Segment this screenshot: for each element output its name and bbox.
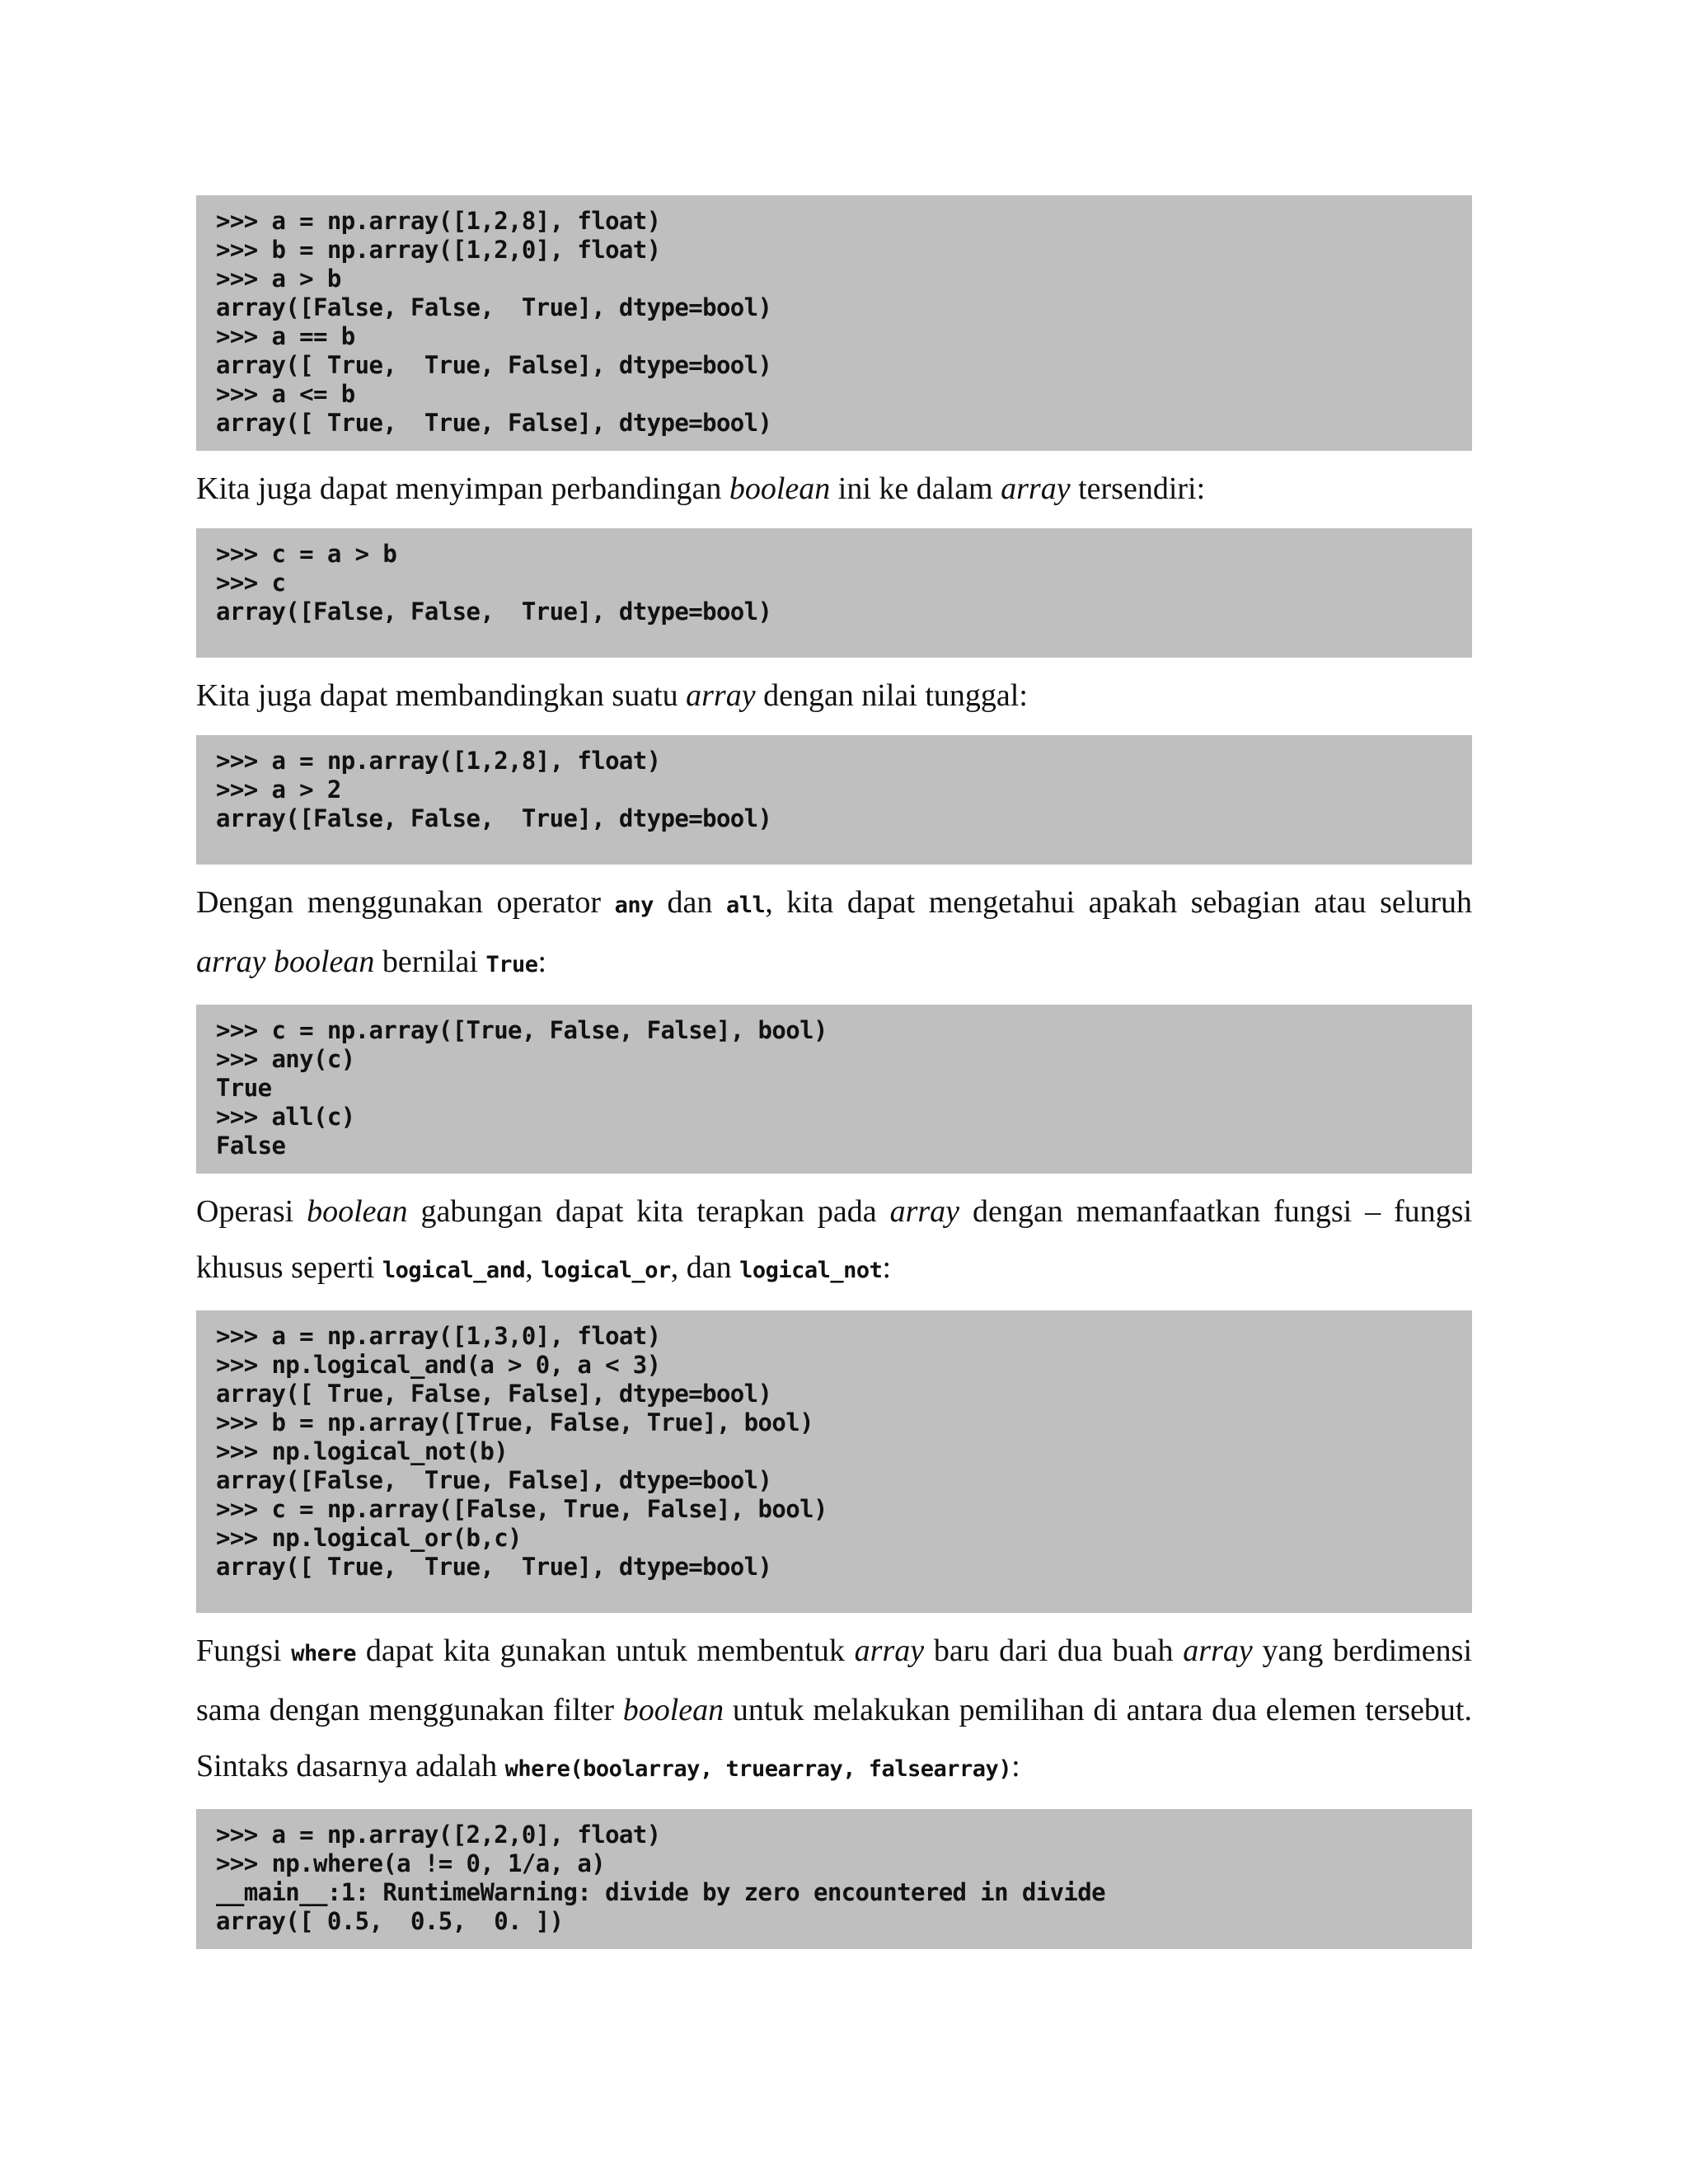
body-paragraph bbox=[196, 874, 1472, 993]
body-paragraph bbox=[196, 1623, 1472, 1797]
paragraph-text: : bbox=[882, 1250, 891, 1285]
italic-term: boolean bbox=[622, 1693, 724, 1727]
paragraph-text: dengan nilai tunggal: bbox=[755, 678, 1028, 713]
paragraph-text: dapat kita gunakan untuk membentuk bbox=[356, 1633, 855, 1668]
code-line: >>> b = np.array([True, False, True], bool) bbox=[216, 1408, 814, 1436]
code-line: >>> all(c) bbox=[216, 1103, 355, 1131]
code-line: >>> b = np.array([1,2,0], float) bbox=[216, 236, 661, 264]
italic-term: array bbox=[686, 678, 756, 713]
italic-term: array bbox=[1001, 471, 1071, 506]
inline-code: any bbox=[614, 893, 654, 918]
code-line: >>> a = np.array([1,2,8], float) bbox=[216, 207, 661, 235]
code-line: >>> c = a > b bbox=[216, 540, 397, 568]
code-line: array([ True, True, False], dtype=bool) bbox=[216, 351, 772, 379]
paragraph-text: yang berdimensi sama dengan menggunakan filter bbox=[196, 1633, 1473, 1727]
code-line: >>> a > b bbox=[216, 265, 341, 293]
italic-term: array bbox=[854, 1633, 925, 1668]
italic-term: array boolean bbox=[196, 944, 375, 979]
paragraph-text: dengan memanfaatkan fungsi – fungsi khusus seperti bbox=[196, 1194, 1472, 1285]
code-block bbox=[196, 195, 1472, 451]
italic-term: boolean bbox=[729, 471, 831, 506]
inline-code: logical_and bbox=[382, 1258, 526, 1283]
code-line: False bbox=[216, 1132, 286, 1160]
code-line: array([ 0.5, 0.5, 0. ]) bbox=[216, 1907, 564, 1935]
code-block bbox=[196, 528, 1472, 658]
italic-term: array bbox=[1183, 1633, 1253, 1668]
code-line: >>> a = np.array([1,3,0], float) bbox=[216, 1322, 661, 1350]
paragraph-text: : bbox=[1011, 1749, 1020, 1783]
code-line: array([False, False, True], dtype=bool) bbox=[216, 598, 772, 626]
italic-term: array bbox=[889, 1194, 960, 1229]
paragraph-text: Dengan menggunakan operator bbox=[196, 885, 615, 920]
body-paragraph bbox=[196, 668, 1472, 724]
italic-term: boolean bbox=[307, 1194, 408, 1229]
code-line: >>> a <= b bbox=[216, 380, 355, 408]
body-paragraph bbox=[196, 461, 1472, 517]
inline-code: where(boolarray, truearray, falsearray) bbox=[504, 1756, 1012, 1782]
paragraph-text: Operasi bbox=[196, 1194, 307, 1229]
code-block bbox=[196, 1005, 1472, 1174]
code-line: >>> a == b bbox=[216, 322, 355, 350]
paragraph-text: untuk melakukan pemilihan di antara dua elemen tersebut. Sintaks dasarnya adalah bbox=[196, 1693, 1472, 1783]
code-line: >>> np.logical_not(b) bbox=[216, 1437, 509, 1465]
inline-code: all bbox=[725, 893, 766, 918]
paragraph-text: dan bbox=[653, 885, 726, 920]
code-line: array([False, False, True], dtype=bool) bbox=[216, 804, 772, 832]
code-line: >>> c = np.array([True, False, False], bool) bbox=[216, 1016, 828, 1044]
paragraph-text: bernilai bbox=[374, 944, 486, 979]
code-block bbox=[196, 1310, 1472, 1613]
paragraph-text: , kita dapat mengetahui apakah sebagian atau seluruh bbox=[765, 885, 1472, 920]
inline-code: where bbox=[291, 1641, 357, 1666]
code-line: array([ True, True, True], dtype=bool) bbox=[216, 1553, 772, 1581]
paragraph-text: baru dari dua buah bbox=[924, 1633, 1184, 1668]
code-line: >>> np.logical_or(b,c) bbox=[216, 1524, 522, 1552]
paragraph-text: : bbox=[537, 944, 547, 979]
code-line: __main__:1: RuntimeWarning: divide by zero encountered in divide bbox=[216, 1878, 1106, 1906]
paragraph-text: gabungan dapat kita terapkan pada bbox=[407, 1194, 890, 1229]
paragraph-text: tersendiri: bbox=[1070, 471, 1206, 506]
inline-code: True bbox=[485, 952, 538, 977]
code-block bbox=[196, 735, 1472, 865]
code-line: >>> any(c) bbox=[216, 1045, 355, 1073]
code-line: >>> a = np.array([1,2,8], float) bbox=[216, 747, 661, 775]
code-line: array([False, False, True], dtype=bool) bbox=[216, 293, 772, 321]
code-line: >>> np.where(a != 0, 1/a, a) bbox=[216, 1849, 606, 1877]
paragraph-text: Kita juga dapat membandingkan suatu bbox=[196, 678, 687, 713]
code-block bbox=[196, 1809, 1472, 1949]
code-line: >>> a > 2 bbox=[216, 776, 341, 804]
paragraph-text: Fungsi bbox=[196, 1633, 292, 1668]
paragraph-text: , dan bbox=[670, 1250, 740, 1285]
code-line: >>> c = np.array([False, True, False], bool) bbox=[216, 1495, 828, 1523]
inline-code: logical_not bbox=[739, 1258, 883, 1283]
code-line: True bbox=[216, 1074, 272, 1102]
code-line: >>> a = np.array([2,2,0], float) bbox=[216, 1821, 661, 1849]
paragraph-text: Kita juga dapat menyimpan perbandingan bbox=[196, 471, 729, 506]
paragraph-text: ini ke dalam bbox=[830, 471, 1001, 506]
code-line: >>> c bbox=[216, 569, 286, 597]
document-page bbox=[196, 195, 1472, 1959]
inline-code: logical_or bbox=[541, 1258, 671, 1283]
body-paragraph bbox=[196, 1183, 1472, 1299]
code-line: array([ True, True, False], dtype=bool) bbox=[216, 409, 772, 437]
code-line: >>> np.logical_and(a > 0, a < 3) bbox=[216, 1351, 661, 1379]
paragraph-text: , bbox=[525, 1250, 542, 1285]
code-line: array([False, True, False], dtype=bool) bbox=[216, 1466, 772, 1494]
code-line: array([ True, False, False], dtype=bool) bbox=[216, 1380, 772, 1408]
